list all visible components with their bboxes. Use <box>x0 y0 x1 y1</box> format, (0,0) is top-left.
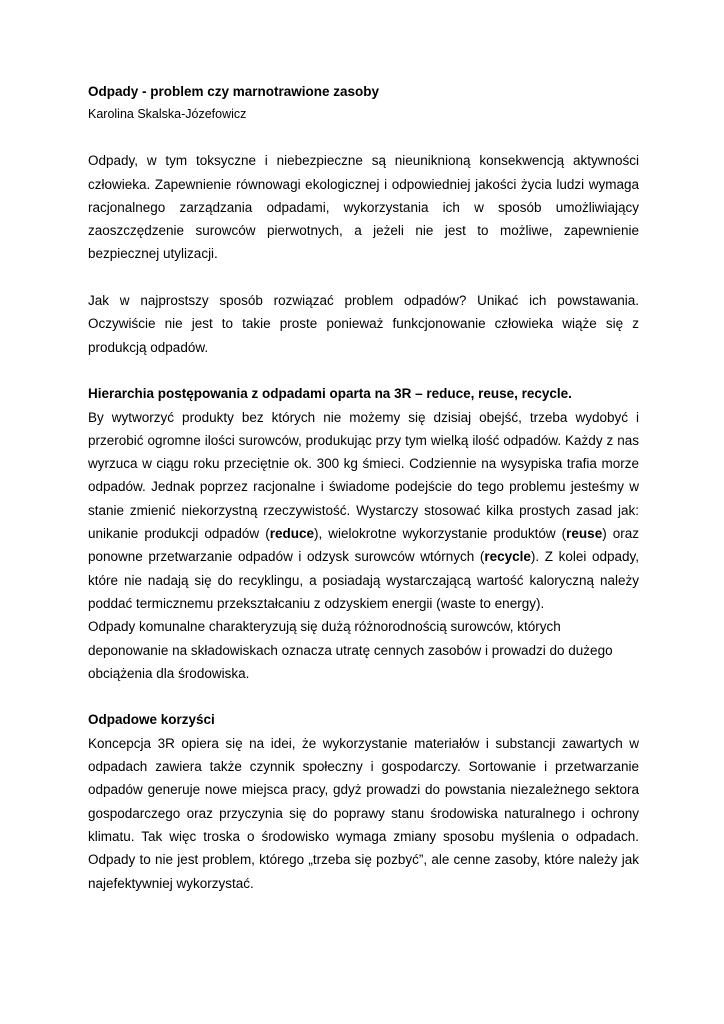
section-heading-benefits: Odpadowe korzyści <box>88 712 215 728</box>
document-author: Karolina Skalska-Józefowicz <box>88 107 247 121</box>
paragraph-3r-text: ) oraz ponowne przetwarzanie odpadów i odzysk surowców wtórnych ( <box>88 526 639 565</box>
spacer <box>88 685 639 708</box>
paragraph-3r-text: ). Z kolei odpady, które nie nadają się do recyklingu, a posiadają wystarczającą wartość kaloryczną należy poddać termicznemu przekształcaniu z odzyskiem energii (waste to energy). <box>88 549 639 611</box>
paragraph-municipal-waste: Odpady komunalne charakteryzują się dużą różnorodnością surowców, których deponowanie na składowiskach oznacza utratę cennych zasobów i prowadzi do dużego obciążenia dla środowiska. <box>88 619 613 681</box>
document-body <box>88 80 639 895</box>
term-recycle: recycle <box>484 549 531 565</box>
term-reuse: reuse <box>566 526 603 542</box>
term-reduce: reduce <box>269 526 314 542</box>
paragraph-intro: Odpady, w tym toksyczne i niebezpieczne są nieuniknioną konsekwencją aktywności człowieka. Zapewnienie równowagi ekologicznej i odpowiedniej jakości życia ludzi wymaga racjonalnego zarządzania odpadami, wykorzystania ich w sposób umożliwiający zaoszczędzenie surowców pierwotnych, a jeżeli nie jest to możliwe, zapewnienie bezpiecznej utylizacji. <box>88 153 639 262</box>
section-heading-3r: Hierarchia postępowania z odpadami oparta na 3R – reduce, reuse, recycle. <box>88 386 572 402</box>
paragraph-question: Jak w najprostszy sposób rozwiązać problem odpadów? Unikać ich powstawania. Oczywiście nie jest to takie proste ponieważ funkcjonowanie człowieka wiąże się z produkcją odpadów. <box>88 293 639 355</box>
paragraph-benefits: Koncepcja 3R opiera się na idei, że wykorzystanie materiałów i substancji zawartych w odpadach zawiera także czynnik społeczny i gospodarczy. Sortowanie i przetwarzanie odpadów generuje nowe miejsca pracy, gdyż prowadzi do powstania niezależnego sektora gospodarczego oraz przyczynia się do poprawy stanu środowiska naturalnego i ochrony klimatu. Tak więc troska o środowisko wymaga zmiany sposobu myślenia o odpadach. Odpady to nie jest problem, którego „trzeba się pozbyć”, ale cenne zasoby, które należy jak najefektywniej wykorzystać. <box>88 735 639 891</box>
paragraph-3r <box>88 406 639 616</box>
spacer <box>88 266 639 289</box>
spacer <box>88 359 639 382</box>
spacer <box>88 126 639 149</box>
paragraph-3r-text: ), wielokrotne wykorzystanie produktów ( <box>313 526 567 542</box>
paragraph-3r-text: By wytworzyć produkty bez których nie możemy się dzisiaj obejść, trzeba wydobyć i przerobić ogromne ilości surowców, produkując przy tym wielką ilość odpadów. Każdy z nas wyrzuca w ciągu roku przeciętnie ok. 300 kg śmieci. Codziennie na wysypiska trafia morze odpadów. Jednak poprzez racjonalne i świadome podejście do tego problemu jesteśmy w stanie zmienić niekorzystną rzeczywistość. Wystarczy stosować kilka prostych zasad jak: unikanie produkcji odpadów ( <box>88 409 639 542</box>
document-title: Odpady - problem czy marnotrawione zasoby <box>88 84 380 99</box>
